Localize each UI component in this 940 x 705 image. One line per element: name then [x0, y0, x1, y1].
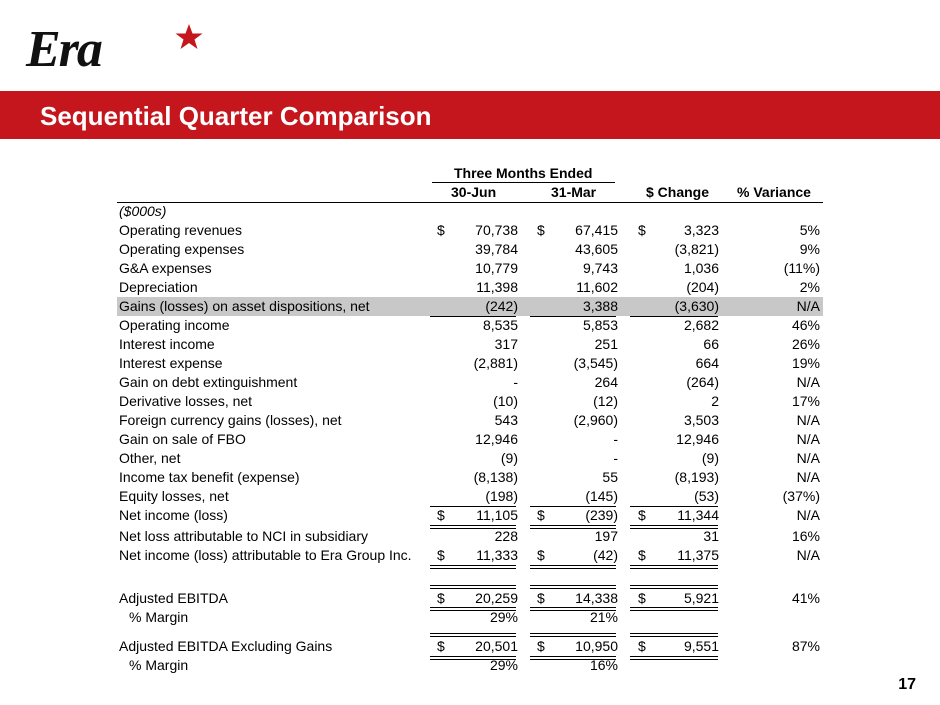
row-value: 70,738 [475, 222, 518, 238]
row-value: 17% [791, 393, 820, 409]
table-row [117, 335, 823, 354]
row-value: - [613, 450, 618, 466]
table-row [117, 506, 823, 525]
row-value: N/A [796, 547, 820, 563]
row-label: Depreciation [119, 279, 198, 295]
row-value: (198) [485, 488, 518, 504]
row-value: - [513, 374, 518, 390]
row-value: 251 [594, 336, 618, 352]
currency-symbol: $ [638, 547, 646, 563]
row-value: 12,946 [676, 431, 719, 447]
table-row [117, 316, 823, 335]
row-value: 2,682 [683, 317, 719, 333]
currency-symbol: $ [638, 590, 646, 606]
double-rule [630, 607, 718, 611]
double-rule [530, 607, 616, 611]
row-label: Other, net [119, 450, 181, 466]
row-value: 664 [695, 355, 719, 371]
row-value: 41% [791, 590, 820, 606]
page-number: 17 [898, 676, 916, 693]
double-rule [430, 525, 516, 529]
currency-symbol: $ [537, 507, 545, 523]
double-rule [530, 633, 616, 637]
row-value: (37%) [782, 488, 820, 504]
row-value: 19% [791, 355, 820, 371]
row-value: 29% [489, 609, 518, 625]
col-header-mar: 31-Mar [551, 184, 597, 200]
row-value: 5,921 [683, 590, 719, 606]
row-value: (53) [694, 488, 719, 504]
row-value: (8,193) [674, 469, 719, 485]
single-rule [630, 506, 718, 507]
double-rule [630, 585, 718, 589]
row-value: (3,630) [674, 298, 719, 314]
row-value: (12) [593, 393, 618, 409]
group-header-rule [432, 182, 615, 183]
row-value: (2,960) [573, 412, 618, 428]
row-value: 197 [594, 528, 618, 544]
row-value: 9% [799, 241, 820, 257]
star-icon [176, 24, 203, 49]
row-value: 43,605 [575, 241, 618, 257]
row-value: N/A [796, 469, 820, 485]
double-rule [430, 607, 516, 611]
row-value: 16% [791, 528, 820, 544]
row-value: (2,881) [473, 355, 518, 371]
row-label: Derivative losses, net [119, 393, 253, 409]
currency-symbol: $ [638, 638, 646, 654]
row-label: Operating expenses [119, 241, 245, 257]
row-value: 11,398 [476, 279, 518, 295]
row-value: 543 [494, 412, 518, 428]
table-row [117, 589, 823, 608]
currency-symbol: $ [437, 638, 445, 654]
double-rule [430, 585, 516, 589]
currency-symbol: $ [437, 222, 445, 238]
svg-text:Era: Era [26, 21, 101, 76]
row-value: 20,501 [475, 638, 518, 654]
table-row [117, 373, 823, 392]
currency-symbol: $ [437, 547, 445, 563]
row-value: 9,551 [683, 638, 719, 654]
table-row [117, 278, 823, 297]
double-rule [630, 565, 718, 569]
row-value: 9,743 [582, 260, 618, 276]
row-value: 11,105 [476, 507, 518, 523]
table-row [117, 487, 823, 506]
single-rule [530, 506, 616, 507]
row-label: Foreign currency gains (losses), net [119, 412, 342, 428]
single-rule [430, 506, 516, 507]
row-value: 3,323 [683, 222, 719, 238]
row-value: 10,950 [575, 638, 618, 654]
currency-symbol: $ [437, 507, 445, 523]
row-value: 317 [494, 336, 518, 352]
row-value: (8,138) [473, 469, 518, 485]
double-rule [530, 525, 616, 529]
row-value: (3,545) [573, 355, 618, 371]
row-label: Equity losses, net [119, 488, 229, 504]
currency-symbol: $ [638, 222, 646, 238]
group-header: Three Months Ended [454, 165, 593, 181]
row-value: 14,338 [575, 590, 618, 606]
table-row [117, 297, 823, 316]
table-row [117, 637, 823, 656]
col-header-change: $ Change [646, 184, 710, 200]
row-label: Operating revenues [119, 222, 242, 238]
row-value: 11,333 [476, 547, 518, 563]
double-rule [530, 565, 616, 569]
row-value: (3,821) [674, 241, 719, 257]
table-row [117, 449, 823, 468]
double-rule [630, 656, 718, 660]
row-value: (42) [593, 547, 618, 563]
table-row [117, 392, 823, 411]
table-row [117, 354, 823, 373]
row-label: Gain on sale of FBO [119, 431, 246, 447]
row-value: 2 [711, 393, 719, 409]
row-value: 2% [799, 279, 820, 295]
row-value: 55 [602, 469, 618, 485]
double-rule [530, 585, 616, 589]
row-value: N/A [796, 507, 820, 523]
row-label: Adjusted EBITDA [119, 590, 228, 606]
row-label: Interest income [119, 336, 215, 352]
row-value: (145) [585, 488, 618, 504]
row-label: Net income (loss) attributable to Era Group Inc. [119, 547, 412, 563]
row-value: (10) [493, 393, 518, 409]
row-value: 16% [589, 657, 618, 673]
table-row [117, 221, 823, 240]
currency-symbol: $ [638, 507, 646, 523]
row-value: (239) [585, 507, 618, 523]
table-row [117, 527, 823, 546]
row-label: % Margin [129, 609, 189, 625]
table-row [117, 546, 823, 565]
currency-symbol: $ [437, 590, 445, 606]
row-value: N/A [796, 431, 820, 447]
row-value: 11,344 [677, 507, 719, 523]
currency-symbol: $ [537, 638, 545, 654]
row-value: (11%) [783, 260, 820, 276]
row-label: Operating income [119, 317, 230, 333]
currency-symbol: $ [537, 222, 545, 238]
row-label: Gain on debt extinguishment [119, 374, 298, 390]
row-value: 264 [594, 374, 618, 390]
double-rule [630, 633, 718, 637]
row-value: 8,535 [482, 317, 518, 333]
row-label: Adjusted EBITDA Excluding Gains [119, 638, 333, 654]
table-row [117, 259, 823, 278]
row-value: 29% [489, 657, 518, 673]
row-value: 66 [703, 336, 719, 352]
units-label: ($000s) [119, 203, 167, 219]
row-value: 5% [799, 222, 820, 238]
double-rule [530, 656, 616, 660]
row-value: 1,036 [683, 260, 719, 276]
currency-symbol: $ [537, 590, 545, 606]
row-value: 11,375 [677, 547, 719, 563]
row-value: 26% [791, 336, 820, 352]
single-rule [630, 316, 718, 317]
row-value: 21% [589, 609, 618, 625]
era-logo [24, 18, 224, 76]
table-row [117, 468, 823, 487]
table-row [117, 411, 823, 430]
row-value: 20,259 [475, 590, 518, 606]
double-rule [430, 565, 516, 569]
row-value: 31 [703, 528, 719, 544]
table-row [117, 430, 823, 449]
row-value: (9) [701, 450, 719, 466]
row-label: Net income (loss) [119, 507, 228, 523]
currency-symbol: $ [537, 547, 545, 563]
row-value: (9) [500, 450, 518, 466]
col-header-variance: % Variance [737, 184, 811, 200]
row-label: Income tax benefit (expense) [119, 469, 300, 485]
row-value: 12,946 [475, 431, 518, 447]
row-value: 87% [791, 638, 820, 654]
row-label: Gains (losses) on asset dispositions, net [119, 298, 370, 314]
row-value: - [613, 431, 618, 447]
row-value: 3,388 [582, 298, 618, 314]
row-label: G&A expenses [119, 260, 212, 276]
units-row [117, 202, 823, 221]
row-label: % Margin [129, 657, 189, 673]
row-value: 39,784 [475, 241, 518, 257]
row-value: N/A [796, 412, 820, 428]
row-value: 46% [791, 317, 820, 333]
double-rule [430, 633, 516, 637]
row-value: 11,602 [576, 279, 618, 295]
row-value: (204) [686, 279, 719, 295]
row-value: 5,853 [582, 317, 618, 333]
row-label: Net loss attributable to NCI in subsidiary [119, 528, 368, 544]
double-rule [430, 656, 516, 660]
page-title: Sequential Quarter Comparison [40, 101, 432, 131]
row-value: (242) [485, 298, 518, 314]
row-value: 67,415 [575, 222, 618, 238]
row-value: N/A [796, 374, 820, 390]
row-value: 10,779 [475, 260, 518, 276]
row-value: N/A [796, 298, 820, 314]
table-row [117, 240, 823, 259]
single-rule [430, 316, 516, 317]
row-value: 3,503 [683, 412, 719, 428]
row-value: 228 [494, 528, 518, 544]
col-header-jun: 30-Jun [451, 184, 497, 200]
single-rule [530, 316, 616, 317]
row-value: (264) [686, 374, 719, 390]
double-rule [630, 525, 718, 529]
row-value: N/A [796, 450, 820, 466]
row-label: Interest expense [119, 355, 223, 371]
